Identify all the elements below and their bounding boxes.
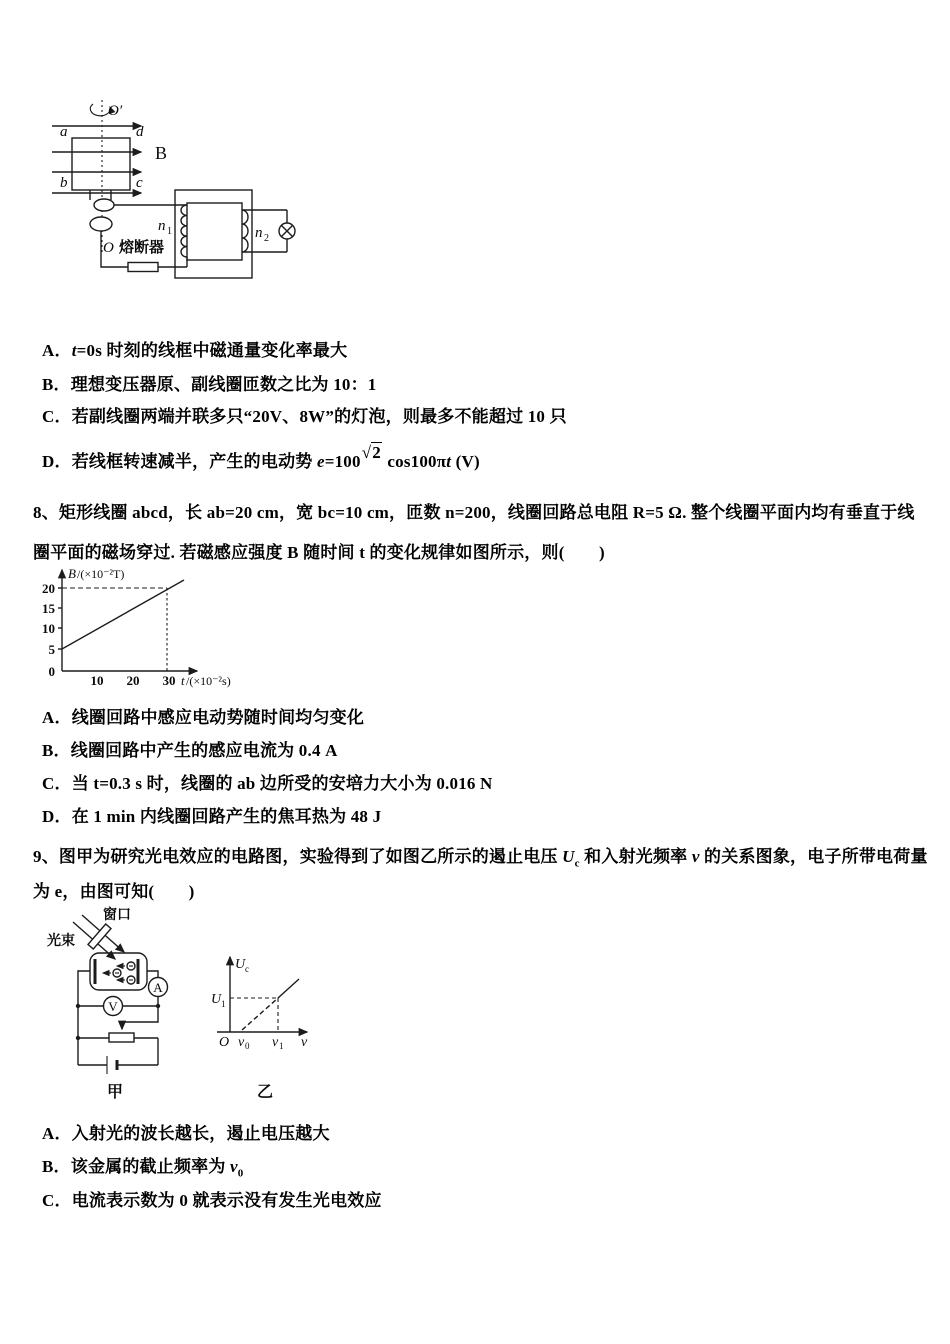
u1-label: U bbox=[211, 992, 222, 1007]
x-tick-label-10: 10 bbox=[90, 673, 104, 688]
fuse-label: 熔断器 bbox=[119, 240, 165, 256]
uc-axis-label-sub: c bbox=[245, 964, 249, 974]
x-tick-label-30: 30 bbox=[162, 673, 176, 688]
x-tick-label-20: 20 bbox=[126, 673, 140, 688]
secondary-coil bbox=[242, 210, 248, 252]
q9-option-a: A．入射光的波长越长，遏止电压越大 bbox=[42, 1124, 330, 1143]
u1-label-sub: 1 bbox=[221, 999, 226, 1009]
slip-ring bbox=[90, 217, 112, 231]
data-line-dashed bbox=[242, 998, 278, 1030]
transformer-core bbox=[187, 203, 242, 260]
rheostat-icon bbox=[109, 1033, 134, 1042]
coil-frame bbox=[72, 138, 130, 190]
v1-label: v bbox=[272, 1035, 279, 1050]
q8-stem-line2: 圈平面的磁场穿过. 若磁感应强度 B 随时间 t 的变化规律如图所示，则( ) bbox=[33, 543, 605, 562]
corner-label-d: d bbox=[136, 124, 144, 140]
window-label: 窗口 bbox=[103, 908, 131, 923]
corner-label-a: a bbox=[60, 124, 68, 140]
uc-axis-label: U bbox=[235, 957, 246, 972]
y-tick-label-20: 20 bbox=[42, 581, 55, 596]
v0-label-sub: 0 bbox=[245, 1041, 250, 1051]
secondary-turns-label: n bbox=[255, 225, 263, 241]
v-axis-label: v bbox=[301, 1035, 308, 1050]
y-axis-label-units: /(×10⁻²T) bbox=[77, 567, 125, 581]
x-axis-label-units: /(×10⁻²s) bbox=[186, 674, 231, 688]
wire bbox=[78, 971, 90, 1065]
y-tick-label-15: 15 bbox=[42, 601, 55, 616]
origin-label-O: O bbox=[103, 240, 114, 256]
beam-label: 光束 bbox=[47, 934, 75, 949]
ammeter-label: A bbox=[153, 980, 163, 995]
v1-label-sub: 1 bbox=[279, 1041, 284, 1051]
q7-option-b: B．理想变压器原、副线圈匝数之比为 10：1 bbox=[42, 375, 377, 394]
wire bbox=[122, 1006, 158, 1022]
y-axis-label-var: B bbox=[68, 566, 76, 581]
sqrt-radical: √2 bbox=[361, 443, 381, 462]
secondary-turns-sub: 2 bbox=[264, 233, 269, 244]
primary-coil bbox=[181, 205, 187, 257]
q8-option-c: C．当 t=0.3 s 时，线圈的 ab 边所受的安培力大小为 0.016 N bbox=[42, 774, 493, 793]
field-label-B: B bbox=[155, 143, 168, 163]
q8-B-t-graph bbox=[33, 563, 333, 693]
fuse-icon bbox=[128, 263, 158, 272]
q8-option-d: D．在 1 min 内线圈回路产生的焦耳热为 48 J bbox=[42, 807, 382, 826]
q9-option-c: C．电流表示数为 0 就表示没有发生光电效应 bbox=[42, 1191, 382, 1210]
circuit-label-jia: 甲 bbox=[107, 1084, 124, 1101]
axis-label-o-prime: O′ bbox=[108, 103, 123, 119]
data-line-solid bbox=[278, 979, 299, 998]
voltmeter-label: V bbox=[108, 999, 118, 1014]
y-tick-label-10: 10 bbox=[42, 621, 55, 636]
q9-option-b: B．该金属的截止频率为 $v_0$ bbox=[42, 1157, 244, 1180]
primary-turns-sub: 1 bbox=[167, 226, 172, 237]
q9-stem-line2: 为 e，由图可知( ) bbox=[33, 882, 195, 901]
slip-ring bbox=[94, 199, 114, 211]
primary-turns-label: n bbox=[158, 218, 166, 234]
origin-label-0: 0 bbox=[48, 664, 55, 679]
q9-photoelectric-figure bbox=[45, 900, 345, 1105]
y-tick-label-5: 5 bbox=[48, 642, 55, 657]
x-axis-label-var: t bbox=[181, 673, 185, 688]
q8-option-b: B．线圈回路中产生的感应电流为 0.4 A bbox=[42, 741, 338, 760]
junction-dot bbox=[76, 1036, 80, 1040]
corner-label-c: c bbox=[136, 175, 143, 191]
electron-icon bbox=[103, 969, 121, 977]
q8-stem-line1: 8、矩形线圈 abcd，长 ab=20 cm，宽 bc=10 cm，匝数 n=200，线圈回路总电阻 R=5 Ω. 整个线圈平面内均有垂直于线 bbox=[33, 503, 915, 522]
q7-option-c: C．若副线圈两端并联多只“20V、8W”的灯泡，则最多不能超过 10 只 bbox=[42, 407, 567, 426]
q8-option-a: A．线圈回路中感应电动势随时间均匀变化 bbox=[42, 708, 365, 727]
corner-label-b: b bbox=[60, 175, 68, 191]
q7-rotating-coil-transformer-figure bbox=[35, 95, 335, 290]
electron-icon bbox=[117, 976, 135, 984]
q9-stem-line1: 9、图甲为研究光电效应的电路图，实验得到了如图乙所示的遏止电压 $U_c$ 和入射光频率 v 的关系图象，电子所带电荷量 bbox=[33, 847, 928, 870]
q7-option-d: D．若线框转速减半，产生的电动势 e=100√2 cos100πt (V) bbox=[42, 443, 480, 471]
graph-origin-label: O bbox=[219, 1035, 230, 1050]
v0-label: v bbox=[238, 1035, 245, 1050]
q7-option-a: A．t=0s 时刻的线框中磁通量变化率最大 bbox=[42, 341, 348, 360]
data-line bbox=[62, 580, 184, 649]
graph-label-yi: 乙 bbox=[257, 1084, 274, 1101]
electron-icon bbox=[117, 962, 135, 970]
